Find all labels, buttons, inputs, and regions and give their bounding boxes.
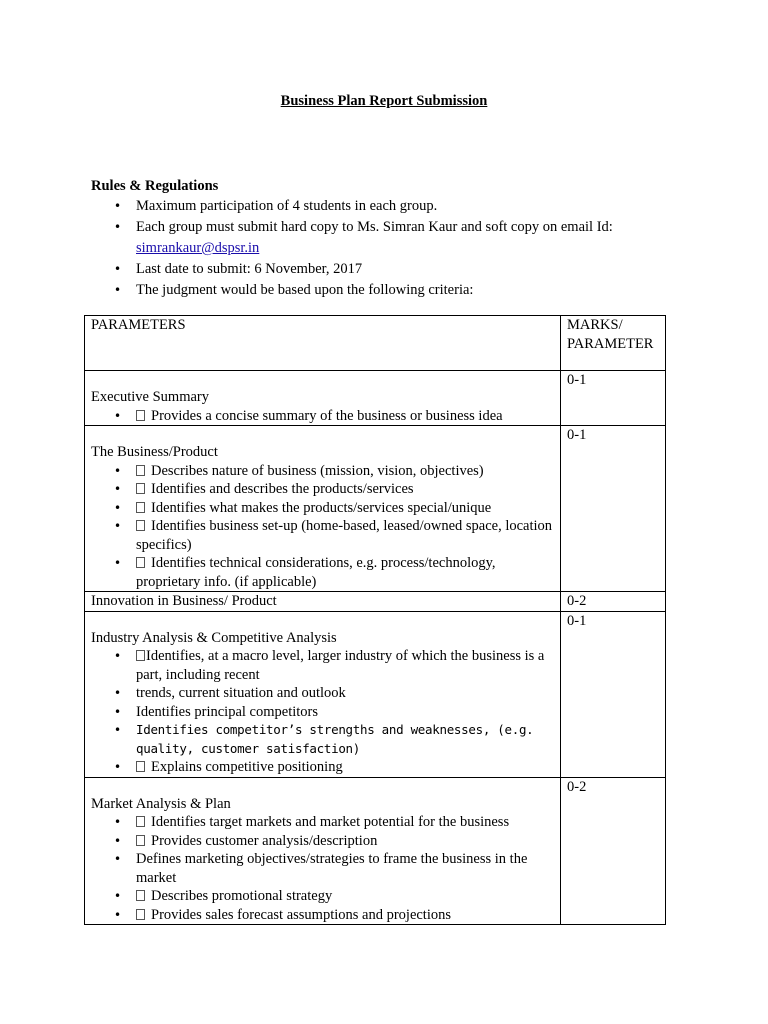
list-item: • Provides a concise summary of the business or business idea (91, 407, 554, 426)
checkbox-glyph-icon (136, 909, 145, 920)
checkbox-glyph-icon (136, 557, 145, 568)
list-item: • Provides customer analysis/description (91, 832, 554, 851)
param-cell (85, 371, 561, 426)
page-title: Business Plan Report Submission (280, 93, 488, 109)
list-item: • Identifies business set-up (home-based, leased/owned space, location specifics) (91, 517, 554, 554)
rule-item: • The judgment would be based upon the following criteria: (91, 280, 691, 301)
param-cell (85, 611, 561, 777)
list-item: • trends, current situation and outlook (91, 684, 554, 703)
header-marks-line1: MARKS/ (567, 317, 623, 333)
checkbox-glyph-icon (136, 520, 145, 531)
header-parameters: PARAMETERS (85, 316, 561, 371)
checkbox-glyph-icon (136, 465, 145, 476)
checkbox-glyph-icon (136, 483, 145, 494)
criteria-list (91, 813, 554, 924)
criteria-table (84, 315, 666, 925)
list-item: • Identifies what makes the products/services special/unique (91, 499, 554, 518)
list-item: • Defines marketing objectives/strategies to frame the business in the market (91, 850, 554, 887)
rule-item-text: Each group must submit hard copy to Ms. Simran Kaur and soft copy on email Id: (136, 219, 613, 235)
rule-item (91, 217, 691, 259)
list-item: • Explains competitive positioning (91, 758, 554, 777)
marks-cell: 0-1 (561, 426, 666, 592)
checkbox-glyph-icon (136, 410, 145, 421)
param-cell (85, 426, 561, 592)
list-item: • Describes nature of business (mission, vision, objectives) (91, 462, 554, 481)
marks-cell: 0-2 (561, 777, 666, 925)
list-item: • Identifies and describes the products/services (91, 480, 554, 499)
row-title: Market Analysis & Plan (91, 795, 231, 812)
list-item: • Provides sales forecast assumptions and projections (91, 906, 554, 925)
rule-item: • Last date to submit: 6 November, 2017 (91, 259, 691, 280)
table-row (85, 592, 666, 612)
marks-cell: 0-2 (561, 592, 666, 612)
marks-cell: 0-1 (561, 371, 666, 426)
checkbox-glyph-icon (136, 835, 145, 846)
row-title: Executive Summary (91, 389, 209, 405)
email-link[interactable]: simrankaur@dspsr.in (136, 240, 260, 256)
checkbox-glyph-icon (136, 650, 145, 661)
table-row (85, 777, 666, 925)
table-row (85, 611, 666, 777)
criteria-list (91, 647, 554, 777)
list-item: • Identifies target markets and market potential for the business (91, 813, 554, 832)
rules-list (91, 196, 691, 301)
criteria-list (91, 462, 554, 592)
header-marks-line2: PARAMETER (567, 335, 654, 352)
list-item: • Identifies, at a macro level, larger industry of which the business is a part, including recent (91, 647, 554, 684)
list-item: • Identifies technical considerations, e.g. process/technology, proprietary info. (if applicable) (91, 554, 554, 591)
rules-section (91, 177, 691, 301)
table-row (85, 371, 666, 426)
table-header-row (85, 316, 666, 371)
list-item: • Identifies competitor’s strengths and weaknesses, (e.g. quality, customer satisfaction) (91, 721, 554, 758)
checkbox-glyph-icon (136, 761, 145, 772)
param-cell: Innovation in Business/ Product (85, 592, 561, 612)
rules-heading: Rules & Regulations (91, 178, 219, 194)
list-item: • Identifies principal competitors (91, 703, 554, 722)
row-title: The Business/Product (91, 444, 218, 460)
rule-item: • Maximum participation of 4 students in each group. (91, 196, 691, 217)
marks-cell: 0-1 (561, 611, 666, 777)
checkbox-glyph-icon (136, 816, 145, 827)
header-marks (561, 316, 666, 371)
criteria-list (91, 407, 554, 426)
checkbox-glyph-icon (136, 502, 145, 513)
checkbox-glyph-icon (136, 890, 145, 901)
row-title: Industry Analysis & Competitive Analysis (91, 629, 337, 646)
param-cell (85, 777, 561, 925)
table-row (85, 426, 666, 592)
list-item: • Describes promotional strategy (91, 887, 554, 906)
